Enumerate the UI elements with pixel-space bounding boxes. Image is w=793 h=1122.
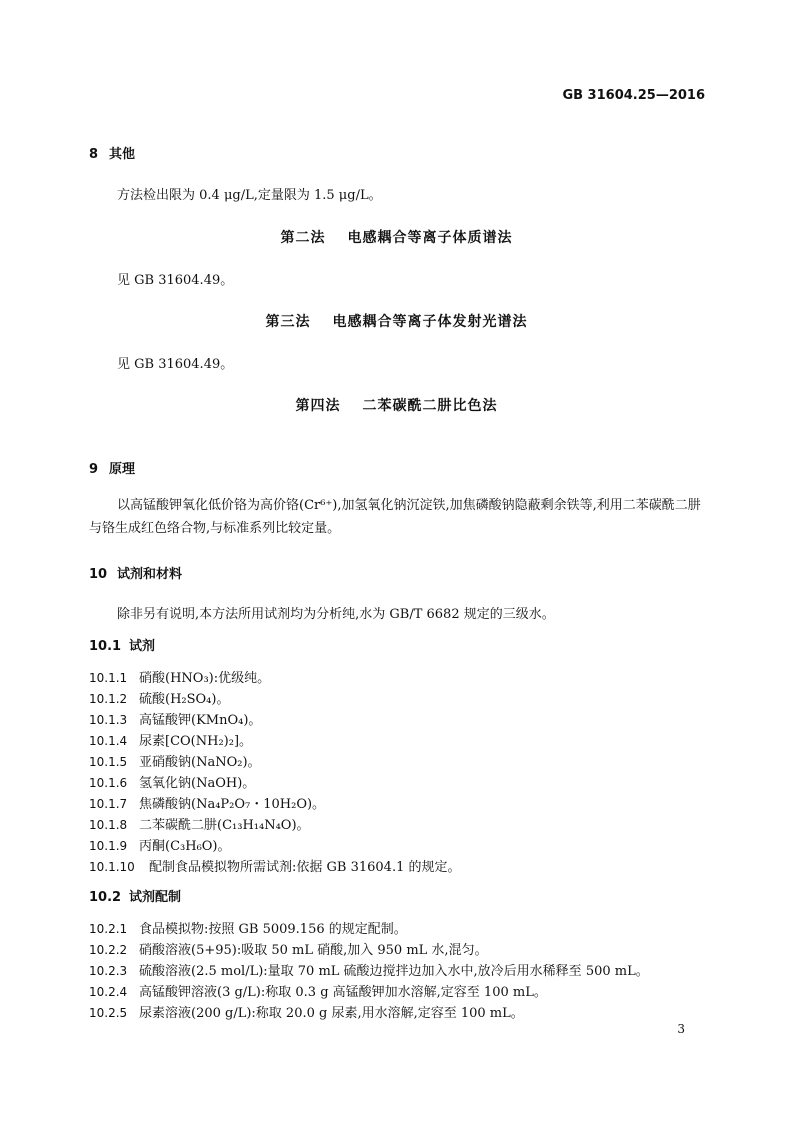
method-label: 第四法 bbox=[295, 398, 341, 414]
item-number: 10.2.3 bbox=[89, 964, 128, 978]
list-item bbox=[89, 1002, 524, 1021]
item-number: 10.1.2 bbox=[89, 692, 128, 706]
section-10-1-heading bbox=[89, 635, 155, 654]
item-text: 二苯碳酰二肼(C₁₃H₁₄N₄O)。 bbox=[139, 818, 310, 833]
item-number: 10.1.3 bbox=[89, 713, 128, 727]
section-number: 10 bbox=[89, 567, 108, 582]
item-number: 10.1.7 bbox=[89, 797, 128, 811]
item-number: 10.2.5 bbox=[89, 1006, 128, 1020]
section-10-heading bbox=[89, 563, 182, 582]
item-text: 高锰酸钾溶液(3 g/L):称取 0.3 g 高锰酸钾加水溶解,定容至 100 mL。 bbox=[139, 985, 547, 1000]
document-id-header: GB 31604.25—2016 bbox=[562, 88, 705, 103]
list-item bbox=[89, 814, 310, 833]
section-10-2-heading bbox=[89, 886, 181, 905]
list-item bbox=[89, 835, 231, 854]
item-number: 10.1.4 bbox=[89, 734, 128, 748]
method-title: 电感耦合等离子体发射光谱法 bbox=[332, 314, 528, 330]
item-number: 10.2.4 bbox=[89, 985, 128, 999]
list-item bbox=[89, 667, 270, 686]
section-10-text: 除非另有说明,本方法所用试剂均为分析纯,水为 GB/T 6682 规定的三级水。 bbox=[117, 607, 555, 622]
item-number: 10.2.1 bbox=[89, 922, 128, 936]
item-text: 食品模拟物:按照 GB 5009.156 的规定配制。 bbox=[139, 922, 407, 937]
page-number: 3 bbox=[677, 1022, 685, 1036]
item-text: 亚硝酸钠(NaNO₂)。 bbox=[139, 755, 261, 770]
section-title: 试剂 bbox=[129, 639, 156, 654]
section-number: 10.1 bbox=[89, 639, 122, 654]
list-item bbox=[89, 918, 407, 937]
item-text: 硝酸(HNO₃):优级纯。 bbox=[139, 671, 271, 686]
section-title: 其他 bbox=[109, 147, 136, 162]
method-title: 二苯碳酰二肼比色法 bbox=[362, 398, 498, 414]
method-label: 第三法 bbox=[265, 314, 311, 330]
item-text: 丙酮(C₃H₆O)。 bbox=[139, 839, 231, 854]
list-item bbox=[89, 730, 252, 749]
item-text: 尿素溶液(200 g/L):称取 20.0 g 尿素,用水溶解,定容至 100 mL。 bbox=[139, 1006, 524, 1021]
item-text: 焦磷酸钠(Na₄P₂O₇・10H₂O)。 bbox=[139, 797, 326, 812]
method-label: 第二法 bbox=[280, 230, 326, 246]
section-title: 试剂和材料 bbox=[117, 567, 183, 582]
section-number: 10.2 bbox=[89, 890, 122, 905]
list-item bbox=[89, 772, 255, 791]
item-text: 配制食品模拟物所需试剂:依据 GB 31604.1 的规定。 bbox=[149, 860, 461, 875]
list-item bbox=[89, 960, 649, 979]
section-number: 8 bbox=[89, 147, 99, 162]
list-item bbox=[89, 856, 460, 875]
method-2-text: 见 GB 31604.49。 bbox=[117, 273, 234, 288]
item-text: 尿素[CO(NH₂)₂]。 bbox=[139, 734, 253, 749]
item-text: 硫酸(H₂SO₄)。 bbox=[139, 692, 230, 707]
section-number: 9 bbox=[89, 462, 99, 477]
list-item bbox=[89, 751, 261, 770]
method-2-heading bbox=[0, 227, 793, 247]
list-item bbox=[89, 981, 547, 1000]
section-9-heading bbox=[89, 458, 135, 477]
method-3-text: 见 GB 31604.49。 bbox=[117, 357, 234, 372]
method-title: 电感耦合等离子体质谱法 bbox=[347, 230, 513, 246]
item-text: 高锰酸钾(KMnO₄)。 bbox=[139, 713, 262, 728]
list-item bbox=[89, 688, 229, 707]
item-text: 硫酸溶液(2.5 mol/L):量取 70 mL 硫酸边搅拌边加入水中,放冷后用水稀释至 500 mL。 bbox=[139, 964, 649, 979]
list-item bbox=[89, 793, 325, 812]
section-9-text: 以高锰酸钾氧化低价铬为高价铬(Cr⁶⁺),加氢氧化钠沉淀铁,加焦磷酸钠隐蔽剩余铁等,利用二苯碳酰二肼与铬生成红色络合物,与标准系列比较定量。 bbox=[89, 498, 701, 536]
method-4-heading bbox=[0, 395, 793, 415]
section-8-text: 方法检出限为 0.4 μg/L,定量限为 1.5 μg/L。 bbox=[117, 188, 382, 203]
item-number: 10.2.2 bbox=[89, 943, 128, 957]
section-title: 原理 bbox=[109, 462, 136, 477]
section-8-heading bbox=[89, 143, 135, 162]
list-item bbox=[89, 709, 261, 728]
item-number: 10.1.1 bbox=[89, 671, 128, 685]
section-title: 试剂配制 bbox=[129, 890, 182, 905]
item-number: 10.1.8 bbox=[89, 818, 128, 832]
item-text: 硝酸溶液(5+95):吸取 50 mL 硝酸,加入 950 mL 水,混匀。 bbox=[139, 943, 488, 958]
item-number: 10.1.6 bbox=[89, 776, 128, 790]
method-3-heading bbox=[0, 311, 793, 331]
item-number: 10.1.9 bbox=[89, 839, 128, 853]
item-number: 10.1.5 bbox=[89, 755, 128, 769]
item-number: 10.1.10 bbox=[89, 860, 135, 874]
list-item bbox=[89, 939, 488, 958]
item-text: 氢氧化钠(NaOH)。 bbox=[139, 776, 256, 791]
